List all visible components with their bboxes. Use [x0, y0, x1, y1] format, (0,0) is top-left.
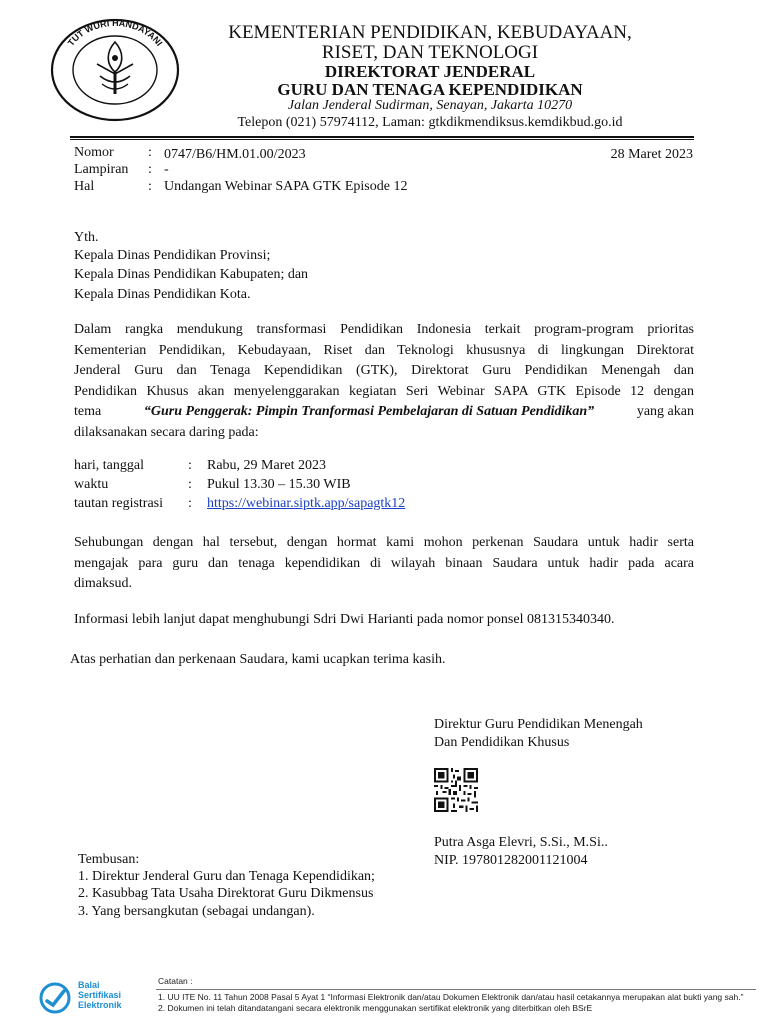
hal-value: Undangan Webinar SAPA GTK Episode 12 — [164, 179, 408, 194]
ministry-name-line1: KEMENTERIAN PENDIDIKAN, KEBUDAYAAN, — [228, 22, 632, 43]
p1-line: dilaksanakan secara daring pada: — [74, 424, 259, 440]
p1-line: Dalam rangka mendukung transformasi Pendidikan Indonesia terkait program-program prioritas — [74, 322, 694, 337]
p2-line: Sehubungan dengan hal tersebut, dengan hormat kami mohon perkenan Saudara untuk hadir serta — [74, 535, 694, 550]
bsre-logo-line3: Elektronik — [78, 1000, 122, 1010]
body-paragraph-3: Informasi lebih lanjut dapat menghubungi Sdri Dwi Harianti pada nomor ponsel 081315340340. — [74, 612, 615, 627]
nomor-colon: : — [148, 145, 152, 160]
hal-colon: : — [148, 179, 152, 194]
nomor-label: Nomor — [74, 145, 114, 160]
header-divider — [70, 136, 694, 138]
cc-item-1: 1. Direktur Jenderal Guru dan Tenaga Kependidikan; — [78, 869, 375, 884]
lampiran-colon: : — [148, 162, 152, 177]
bsre-logo-line2: Sertifikasi — [78, 990, 122, 1000]
body-paragraph-2 — [74, 533, 694, 595]
event-day-colon: : — [188, 458, 192, 473]
header-divider-thin — [70, 139, 694, 140]
event-time-label: waktu — [74, 477, 109, 492]
signatory-title-line2: Dan Pendidikan Khusus — [434, 735, 570, 750]
bsre-logo-line1: Balai — [78, 980, 100, 990]
webinar-theme: “Guru Penggerak: Pimpin Tranformasi Pembelajaran di Satuan Pendidikan” — [143, 404, 595, 419]
salutation: Yth. — [74, 230, 99, 245]
theme-suffix: yang akan — [636, 404, 694, 419]
directorate-line1: DIREKTORAT JENDERAL — [324, 62, 536, 81]
footer-note-2: 2. Dokumen ini telah ditandatangani secara elektronik menggunakan sertifikat elektronik yang diterbitkan oleh BSrE — [158, 1003, 593, 1013]
cc-heading: Tembusan: — [78, 852, 140, 867]
p1-line: Jenderal Guru dan Tenaga Kependidikan (GTK), Direktorat Guru Pendidikan Menengah dan — [74, 363, 694, 378]
footer-note-heading: Catatan : — [158, 976, 193, 986]
recipient-1: Kepala Dinas Pendidikan Provinsi; — [74, 248, 271, 263]
closing-sentence: Atas perhatian dan perkenaan Saudara, kami ucapkan terima kasih. — [70, 652, 446, 667]
footer-divider — [156, 989, 756, 990]
p1-line: Pendidikan Khusus akan menyelenggarakan kegiatan Seri Webinar SAPA GTK Episode 12 dengan — [74, 383, 694, 399]
p1-theme-line — [74, 402, 694, 423]
ministry-name-line2: RISET, DAN TEKNOLOGI — [321, 42, 539, 63]
body-paragraph-1 — [74, 320, 694, 443]
p2-line: mengajak para guru dan tenaga kependidikan di wilayah binaan Saudara untuk hadir pada acara — [74, 555, 694, 571]
letter-date: 28 Maret 2023 — [610, 147, 693, 162]
directorate-line2: GURU DAN TENAGA KEPENDIDIKAN — [277, 80, 583, 99]
p1-line: Kementerian Pendidikan, Kebudayaan, Riset dan Teknologi khususnya di lingkungan Direktorat — [74, 342, 694, 358]
cc-item-3: 3. Yang bersangkutan (sebagai undangan). — [78, 904, 315, 919]
office-address: Jalan Jenderal Sudirman, Senayan, Jakarta 10270 — [287, 98, 573, 113]
nomor-value: 0747/B6/HM.01.00/2023 — [164, 147, 306, 162]
recipient-3: Kepala Dinas Pendidikan Kota. — [74, 287, 251, 302]
event-time-colon: : — [188, 477, 192, 492]
event-day-label: hari, tanggal — [74, 458, 144, 473]
qr-code-icon — [434, 768, 478, 812]
registration-link[interactable]: https://webinar.siptk.app/sapagtk12 — [207, 496, 406, 511]
signatory-title-line1: Direktur Guru Pendidikan Menengah — [434, 717, 643, 732]
bsre-logo — [38, 978, 150, 1018]
lampiran-value: - — [164, 162, 169, 177]
signatory-name: Putra Asga Elevri, S.Si., M.Si.. — [434, 835, 608, 850]
hal-label: Hal — [74, 179, 95, 194]
theme-prefix: tema — [74, 404, 102, 419]
event-day-value: Rabu, 29 Maret 2023 — [207, 458, 326, 473]
signatory-nip: NIP. 197801282001121004 — [434, 853, 588, 868]
bsre-emblem-icon — [38, 981, 72, 1015]
event-link-colon: : — [188, 496, 192, 511]
event-time-value: Pukul 13.30 – 15.30 WIB — [207, 477, 351, 492]
office-contact: Telepon (021) 57974112, Laman: gtkdikmendiksus.kemdikbud.go.id — [237, 115, 623, 130]
svg-text:TUT WURI HANDAYANI: TUT WURI HANDAYANI — [65, 17, 165, 48]
event-link-label: tautan registrasi — [74, 496, 164, 511]
cc-item-2: 2. Kasubbag Tata Usaha Direktorat Guru Dikmensus — [78, 886, 374, 901]
p2-line: dimaksud. — [74, 576, 132, 591]
recipient-2: Kepala Dinas Pendidikan Kabupaten; dan — [74, 267, 309, 282]
footer-note-1: 1. UU ITE No. 11 Tahun 2008 Pasal 5 Ayat 1 “Informasi Elektronik dan/atau Dokumen Elektronik dan/atau hasil cetakannya merupakan alat bukti yang sah.” — [158, 992, 744, 1002]
lampiran-label: Lampiran — [74, 162, 129, 177]
